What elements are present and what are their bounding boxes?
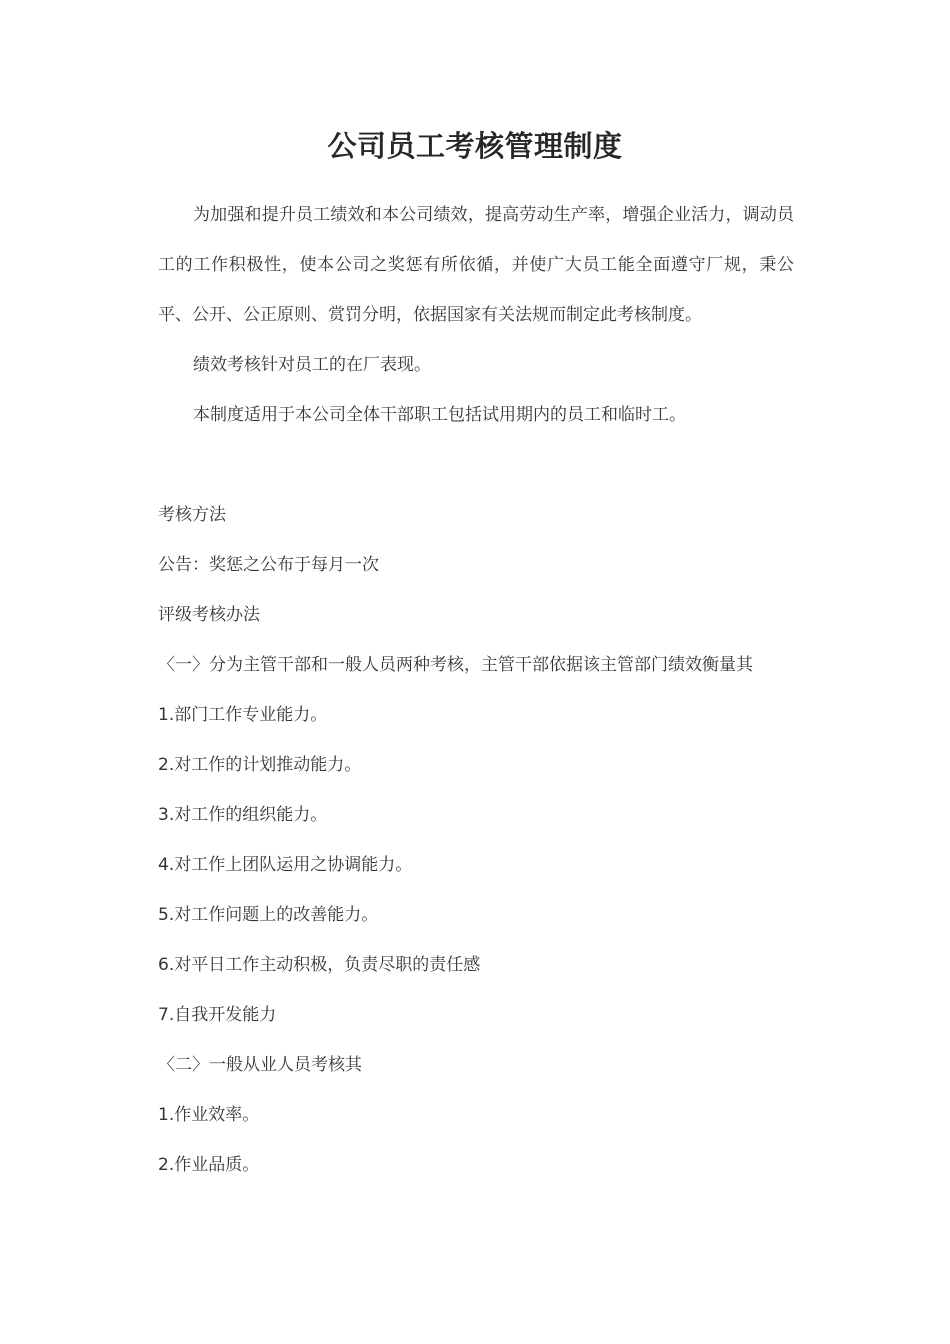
document-body: [158, 190, 794, 1190]
list-item: 7.自我开发能力: [158, 1005, 277, 1025]
subsection-general-staff: 〈二〉一般从业人员考核其: [158, 1055, 362, 1075]
list-item: 6.对平日工作主动积极，负责尽职的责任感: [158, 955, 481, 975]
list-item: 2.作业品质。: [158, 1155, 260, 1175]
list-item: 2.对工作的计划推动能力。: [158, 755, 362, 775]
list-item: 5.对工作问题上的改善能力。: [158, 905, 379, 925]
paragraph-spacer: [158, 440, 794, 490]
subsection-managers: 〈一〉分为主管干部和一般人员两种考核，主管干部依据该主管部门绩效衡量其: [158, 655, 753, 675]
applicability-paragraph: 本制度适用于本公司全体干部职工包括试用期内的员工和临时工。: [193, 405, 686, 425]
list-item: 4.对工作上团队运用之协调能力。: [158, 855, 413, 875]
list-item: 3.对工作的组织能力。: [158, 805, 328, 825]
list-item: 1.作业效率。: [158, 1105, 260, 1125]
intro-paragraph: 为加强和提升员工绩效和本公司绩效，提高劳动生产率，增强企业活力，调动员工的工作积极性，使本公司之奖惩有所依循，并使广大员工能全面遵守厂规，秉公平、公开、公正原则、赏罚分明，依据国家有关法规而制定此考核制度。: [158, 205, 794, 325]
announcement-line: 公告：奖惩之公布于每月一次: [158, 555, 379, 575]
scope-paragraph: 绩效考核针对员工的在厂表现。: [193, 355, 431, 375]
section-heading-rating: 评级考核办法: [158, 605, 260, 625]
document-title: 公司员工考核管理制度: [327, 129, 623, 163]
list-item: 1.部门工作专业能力。: [158, 705, 328, 725]
section-heading-method: 考核方法: [158, 505, 226, 525]
